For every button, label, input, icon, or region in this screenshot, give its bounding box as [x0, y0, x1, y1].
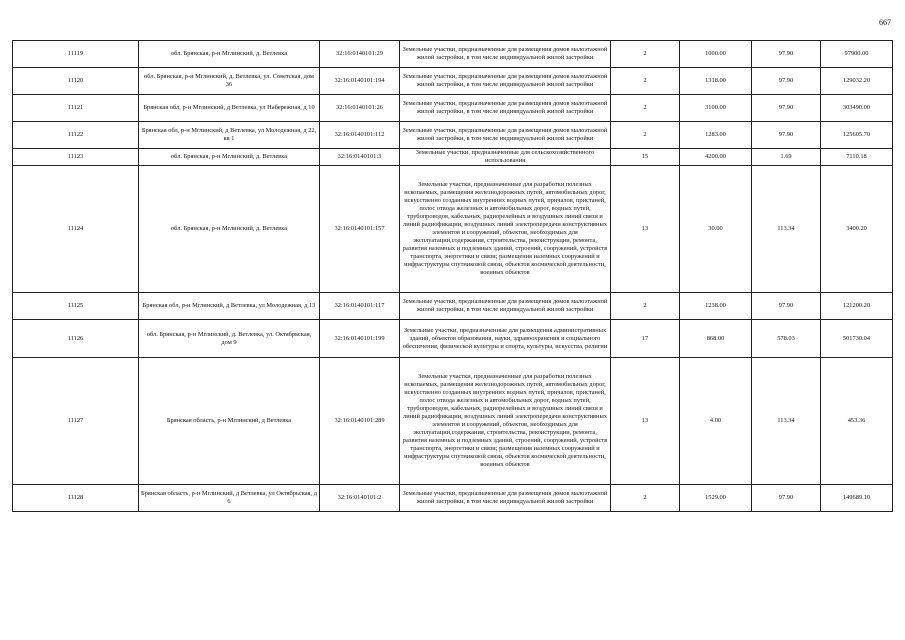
cadastral-value-cell: 125605.70	[821, 122, 893, 149]
cadastral-number-cell: 32:16:0140101:157	[320, 166, 400, 293]
rate-cell: 1.69	[752, 149, 821, 166]
area-cell: 1283.00	[680, 122, 752, 149]
cadastral-number-cell: 32:16:0140101:194	[320, 68, 400, 95]
land-use-cell: Земельные участки, предназначенные для разработки полезных ископаемых, размещения железнодорожных путей, автомобильных дорог, искусственно созданных внутренних водных путей, причалов, пристаней, полос отвода железных и автомобильных дорог, водных путей, трубопроводов, кабельных, радиорелейных и воздушных линий связи и линий радиофикации, воздушных линий электропередачи конструктивных элементов и сооружений, объектов, необходимых для эксплуатации,содержания, строительства, реконструкции, ремонта, развития наземных и подземных зданий, строений, сооружений, устройств транспорта, энергетики и связи; размещения наземных сооружений и инфраструктуры спутниковой связи, объектов космической деятельности, военных объектов	[400, 166, 611, 293]
cadastral-number-cell: 32:16:0140101:29	[320, 41, 400, 68]
table-row	[13, 41, 893, 68]
cadastral-number-cell: 32:16:0140101:26	[320, 95, 400, 122]
table-row	[13, 149, 893, 166]
area-cell: 868.00	[680, 320, 752, 358]
table-row	[13, 293, 893, 320]
area-cell: 1238.00	[680, 293, 752, 320]
area-cell: 4200.00	[680, 149, 752, 166]
cadastral-value-cell: 501730.04	[821, 320, 893, 358]
cadastral-value-cell: 7110.18	[821, 149, 893, 166]
rate-cell: 578.03	[752, 320, 821, 358]
rate-cell: 97.90	[752, 122, 821, 149]
cadastral-number-cell: 32:16:0140101:289	[320, 358, 400, 485]
table-row	[13, 68, 893, 95]
cadastral-number-cell: 32:16:0140101:2	[320, 485, 400, 512]
row-number-cell: 11119	[13, 41, 139, 68]
cadastral-value-cell: 303490.00	[821, 95, 893, 122]
rate-cell: 97.90	[752, 95, 821, 122]
address-cell: Брянская обл, р-н Мглинский, д Ветлевка, ул Молодежная, д 22, кв 1	[139, 122, 320, 149]
row-number-cell: 11128	[13, 485, 139, 512]
table-row	[13, 95, 893, 122]
row-number-cell: 11127	[13, 358, 139, 485]
rate-cell: 113.34	[752, 166, 821, 293]
address-cell: Брянская область, р-н Мглинский, д Ветлевка	[139, 358, 320, 485]
table-row	[13, 122, 893, 149]
group-cell: 2	[611, 122, 680, 149]
cadastral-value-cell: 3400.20	[821, 166, 893, 293]
page-number: 667	[879, 18, 891, 27]
group-cell: 2	[611, 41, 680, 68]
land-use-cell: Земельные участки, предназначенные для размещения домов малоэтажной жилой застройки, в том числе индивидуальной жилой застройки	[400, 485, 611, 512]
land-use-cell: Земельные участки, предназначенные для размещения домов малоэтажной жилой застройки, в том числе индивидуальной жилой застройки	[400, 68, 611, 95]
cadastral-number-cell: 32:16:0140101:199	[320, 320, 400, 358]
group-cell: 13	[611, 358, 680, 485]
address-cell: обл. Брянская, р-н Мглинский, д. Ветлевка	[139, 166, 320, 293]
row-number-cell: 11124	[13, 166, 139, 293]
cadastral-value-cell: 121200.20	[821, 293, 893, 320]
address-cell: Брянская обл, р-н Мглинский, д Ветлевка, ул Молодежная, д 13	[139, 293, 320, 320]
row-number-cell: 11125	[13, 293, 139, 320]
group-cell: 2	[611, 293, 680, 320]
rate-cell: 97.90	[752, 293, 821, 320]
land-use-cell: Земельные участки, предназначенные для размещения домов малоэтажной жилой застройки, в том числе индивидуальной жилой застройки	[400, 293, 611, 320]
address-cell: обл. Брянская, р-н Мглинский, д. Ветлевка	[139, 41, 320, 68]
group-cell: 17	[611, 320, 680, 358]
cadastral-value-cell: 149689.10	[821, 485, 893, 512]
land-use-cell: Земельные участки, предназначенные для сельскохозяйственного использования	[400, 149, 611, 166]
address-cell: обл. Брянская, р-н Мглинский, д. Ветлевка, ул. Октябрьская, дом 9	[139, 320, 320, 358]
table-row	[13, 166, 893, 293]
cadastral-number-cell: 32:16:0140101:3	[320, 149, 400, 166]
cadastral-number-cell: 32:16:0140101:112	[320, 122, 400, 149]
rate-cell: 113.34	[752, 358, 821, 485]
land-use-cell: Земельные участки, предназначенные для размещения домов малоэтажной жилой застройки, в том числе индивидуальной жилой застройки	[400, 122, 611, 149]
address-cell: Брянская обл, р-н Мглинский, д Ветлевка, ул Набережная, д 10	[139, 95, 320, 122]
area-cell: 1318.00	[680, 68, 752, 95]
group-cell: 15	[611, 149, 680, 166]
group-cell: 2	[611, 68, 680, 95]
area-cell: 4.00	[680, 358, 752, 485]
row-number-cell: 11126	[13, 320, 139, 358]
group-cell: 2	[611, 95, 680, 122]
land-use-cell: Земельные участки, предназначенные для разработки полезных ископаемых, размещения железнодорожных путей, автомобильных дорог, искусственно созданных внутренних водных путей, причалов, пристаней, полос отвода железных и автомобильных дорог, водных путей, трубопроводов, кабельных, радиорелейных и воздушных линий связи и линий радиофикации, воздушных линий электропередачи конструктивных элементов и сооружений, объектов, необходимых для эксплуатации,содержания, строительства, реконструкции, ремонта, развития наземных и подземных зданий, строений, сооружений, устройств транспорта, энергетики и связи; размещения наземных сооружений и инфраструктуры спутниковой связи, объектов космической деятельности, военных объектов	[400, 358, 611, 485]
area-cell: 1529.00	[680, 485, 752, 512]
row-number-cell: 11122	[13, 122, 139, 149]
address-cell: Брянская область, р-н Мглинский, д Ветлевка, ул Октябрьская, д 6	[139, 485, 320, 512]
land-register-table	[12, 40, 893, 512]
address-cell: обл. Брянская, р-н Мглинский, д. Ветлевка	[139, 149, 320, 166]
table-row	[13, 358, 893, 485]
table-body	[13, 41, 893, 512]
row-number-cell: 11123	[13, 149, 139, 166]
row-number-cell: 11120	[13, 68, 139, 95]
group-cell: 13	[611, 166, 680, 293]
area-cell: 30.00	[680, 166, 752, 293]
address-cell: обл. Брянская, р-н Мглинский, д. Ветлевка, ул. Советская, дом 36	[139, 68, 320, 95]
cadastral-value-cell: 129032.20	[821, 68, 893, 95]
cadastral-number-cell: 32:16:0140101:117	[320, 293, 400, 320]
group-cell: 2	[611, 485, 680, 512]
rate-cell: 97.90	[752, 485, 821, 512]
land-use-cell: Земельные участки, предназначенные для размещения домов малоэтажной жилой застройки, в том числе индивидуальной жилой застройки	[400, 41, 611, 68]
table-row	[13, 320, 893, 358]
cadastral-value-cell: 453.36	[821, 358, 893, 485]
rate-cell: 97.90	[752, 68, 821, 95]
cadastral-value-cell: 97900.00	[821, 41, 893, 68]
row-number-cell: 11121	[13, 95, 139, 122]
area-cell: 3100.00	[680, 95, 752, 122]
area-cell: 1000.00	[680, 41, 752, 68]
land-use-cell: Земельные участки, предназначенные для размещения административных зданий, объектов образования, науки, здравоохранения и социального обеспечения, физической культуры и спорта, культуры, искусства, религии	[400, 320, 611, 358]
land-use-cell: Земельные участки, предназначенные для размещения домов малоэтажной жилой застройки, в том числе индивидуальной жилой застройки	[400, 95, 611, 122]
rate-cell: 97.90	[752, 41, 821, 68]
table-row	[13, 485, 893, 512]
